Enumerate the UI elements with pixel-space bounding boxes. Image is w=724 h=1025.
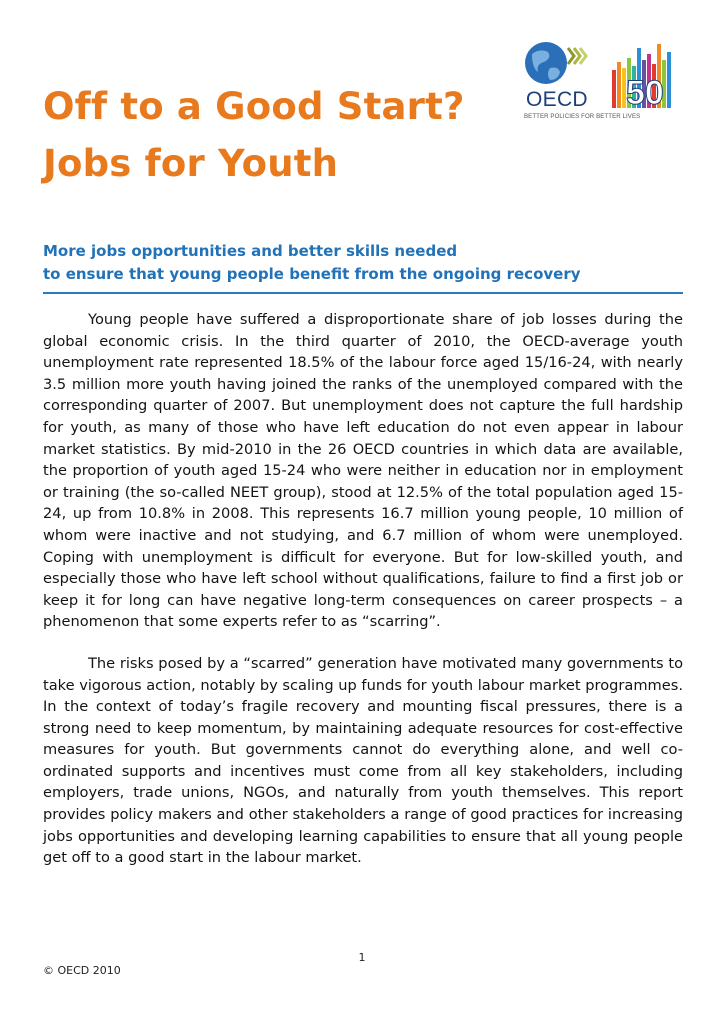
subtitle-line-2: to ensure that young people benefit from the ongoing recovery (43, 265, 581, 283)
page-title (43, 78, 465, 192)
body-text (43, 309, 683, 889)
paragraph-2: The risks posed by a “scarred” generation have motivated many governments to take vigorous action, notably by scaling up funds for youth labour market programmes. In the context of today’s fragile recovery and mounting fiscal pressures, there is a strong need to keep momentum, by maintaining adequate resources for cost-effective measures for youth. But governments cannot do everything alone, and well co-ordinated supports and incentives must come from all key stakeholders, including employers, trade unions, NGOs, and naturally from youth themselves. This report provides policy makers and other stakeholders a range of good practices for increasing jobs opportunities and developing learning capabilities to ensure that all young people get off to a good start in the labour market. (43, 654, 683, 867)
subtitle-divider (43, 292, 683, 294)
subtitle-line-1: More jobs opportunities and better skills needed (43, 242, 458, 260)
logo-wordmark: OECD (526, 88, 588, 111)
page-subtitle (43, 240, 683, 286)
paragraph-1: Young people have suffered a disproportionate share of job losses during the global economic crisis. In the third quarter of 2010, the OECD-average youth unemployment rate represented 18.5% of the labour force aged 15/16-24, with nearly 3.5 million more youth having joined the ranks of the unemployed compared with the corresponding quarter of 2007. But unemployment does not capture the full hardship for youth, as many of those who have left education do not even appear in labour market statistics. By mid-2010 in the 26 OECD countries in which data are available, the proportion of youth aged 15-24 who were neither in education nor in employment or training (the so-called NEET group), stood at 12.5% of the total population aged 15-24, up from 10.8% in 2008. This represents 16.7 million young people, 10 million of whom were inactive and not studying, and 6.7 million of whom were unemployed. Coping with unemployment is difficult for everyone. But for low-skilled youth, and especially those who have left school without qualifications, failure to find a first job or keep it for long can have negative long-term consequences on career prospects – a phenomenon that some experts refer to as “scarring”. (43, 311, 683, 631)
logo-tagline: BETTER POLICIES FOR BETTER LIVES (524, 113, 641, 120)
chevron-icon (568, 48, 574, 64)
page-number: 1 (358, 951, 366, 964)
title-line-2: Jobs for Youth (43, 142, 339, 185)
copyright-notice: © OECD 2010 (43, 964, 121, 977)
title-line-1: Off to a Good Start? (43, 85, 465, 128)
anniversary-number: 50 (626, 74, 664, 112)
globe-icon (525, 42, 567, 84)
oecd-logo (524, 40, 676, 122)
